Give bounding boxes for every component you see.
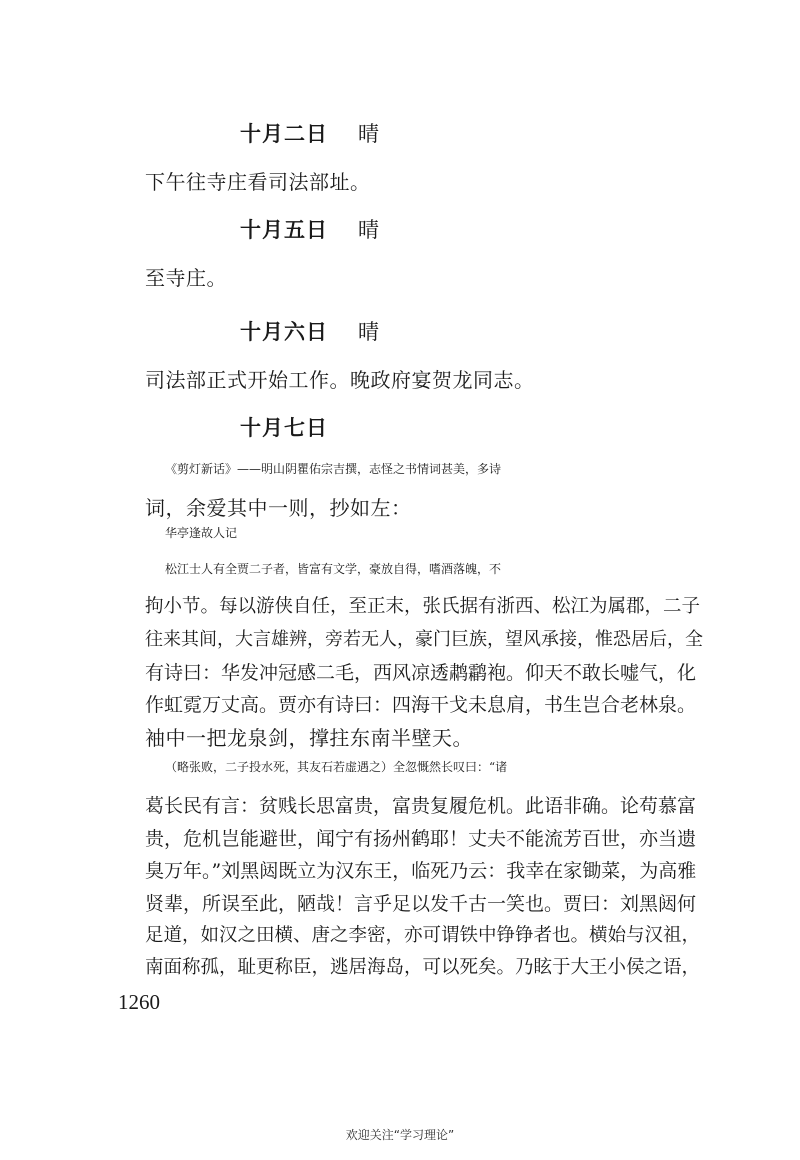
- text-line: 贵，危机岂能避世，闻宁有扬州鹤耶！丈夫不能流芳百世，亦当遗: [145, 828, 697, 850]
- text-line: 南面称孤，耻更称臣，逃居海岛，可以死矣。乃眩于大王小侯之语，: [145, 957, 701, 978]
- text-line: 臭万年。”刘黑闼既立为汉东王，临死乃云：我幸在家锄菜，为高雅: [145, 860, 697, 882]
- text-line: 往来其间，大言雄辨，旁若无人，豪门巨族，望风承接，惟恐居后，全: [145, 629, 703, 650]
- text-line: 拘小节。每以游侠自任，至正末，张氏据有浙西、松江为属郡，二子: [145, 596, 701, 617]
- entry-heading: [240, 214, 380, 244]
- entry-heading: [240, 316, 380, 346]
- entry-weather: 晴: [358, 320, 380, 344]
- text-line: 有诗曰：华发冲冠感二毛，西风凉透鹔鹴袍。仰天不敢长嘘气，化: [145, 662, 697, 684]
- entry-heading: [240, 118, 380, 148]
- entry-date: 十月七日: [240, 415, 328, 440]
- text-line: 足道，如汉之田横、唐之李密，亦可谓铁中铮铮者也。横始与汉祖，: [145, 925, 701, 946]
- text-line: （略张败，二子投水死，其友石若虚遇之）全忽慨然长叹曰：“诸: [165, 760, 508, 774]
- text-line: 《剪灯新话》——明山阴瞿佑宗吉撰，志怪之书情词甚美，多诗: [165, 462, 502, 476]
- text-line: 词，余爱其中一则，抄如左：: [145, 496, 412, 520]
- section-title: 华亭逢故人记: [165, 526, 238, 540]
- footer-caption: 欢迎关注“学习理论”: [345, 1128, 455, 1142]
- entry-body: 下午往寺庄看司法部址。: [145, 170, 371, 194]
- entry-weather: 晴: [358, 122, 380, 146]
- entry-body: 至寺庄。: [145, 266, 227, 290]
- entry-date: 十月五日: [240, 217, 328, 242]
- entry-weather: 晴: [358, 218, 380, 242]
- text-line: 贤辈，所误至此，陋哉！言乎足以发千古一笑也。贾曰：刘黑闼何: [145, 893, 697, 915]
- text-line: 松江士人有全贾二子者，皆富有文学，豪放自得，嗜酒落魄，不: [165, 562, 502, 576]
- entry-date: 十月六日: [240, 319, 328, 344]
- entry-date: 十月二日: [240, 121, 328, 146]
- page-number: 1260: [118, 990, 160, 1014]
- text-line: 袖中一把龙泉剑，撑拄东南半壁天。: [145, 726, 473, 750]
- entry-body: 司法部正式开始工作。晚政府宴贺龙同志。: [145, 368, 535, 392]
- entry-heading: [240, 412, 328, 442]
- text-line: 作虹霓万丈高。贾亦有诗曰：四海干戈未息肩，书生岂合老林泉。: [145, 694, 697, 716]
- text-line: 葛长民有言：贫贱长思富贵，富贵复履危机。此语非确。论苟慕富: [145, 795, 697, 817]
